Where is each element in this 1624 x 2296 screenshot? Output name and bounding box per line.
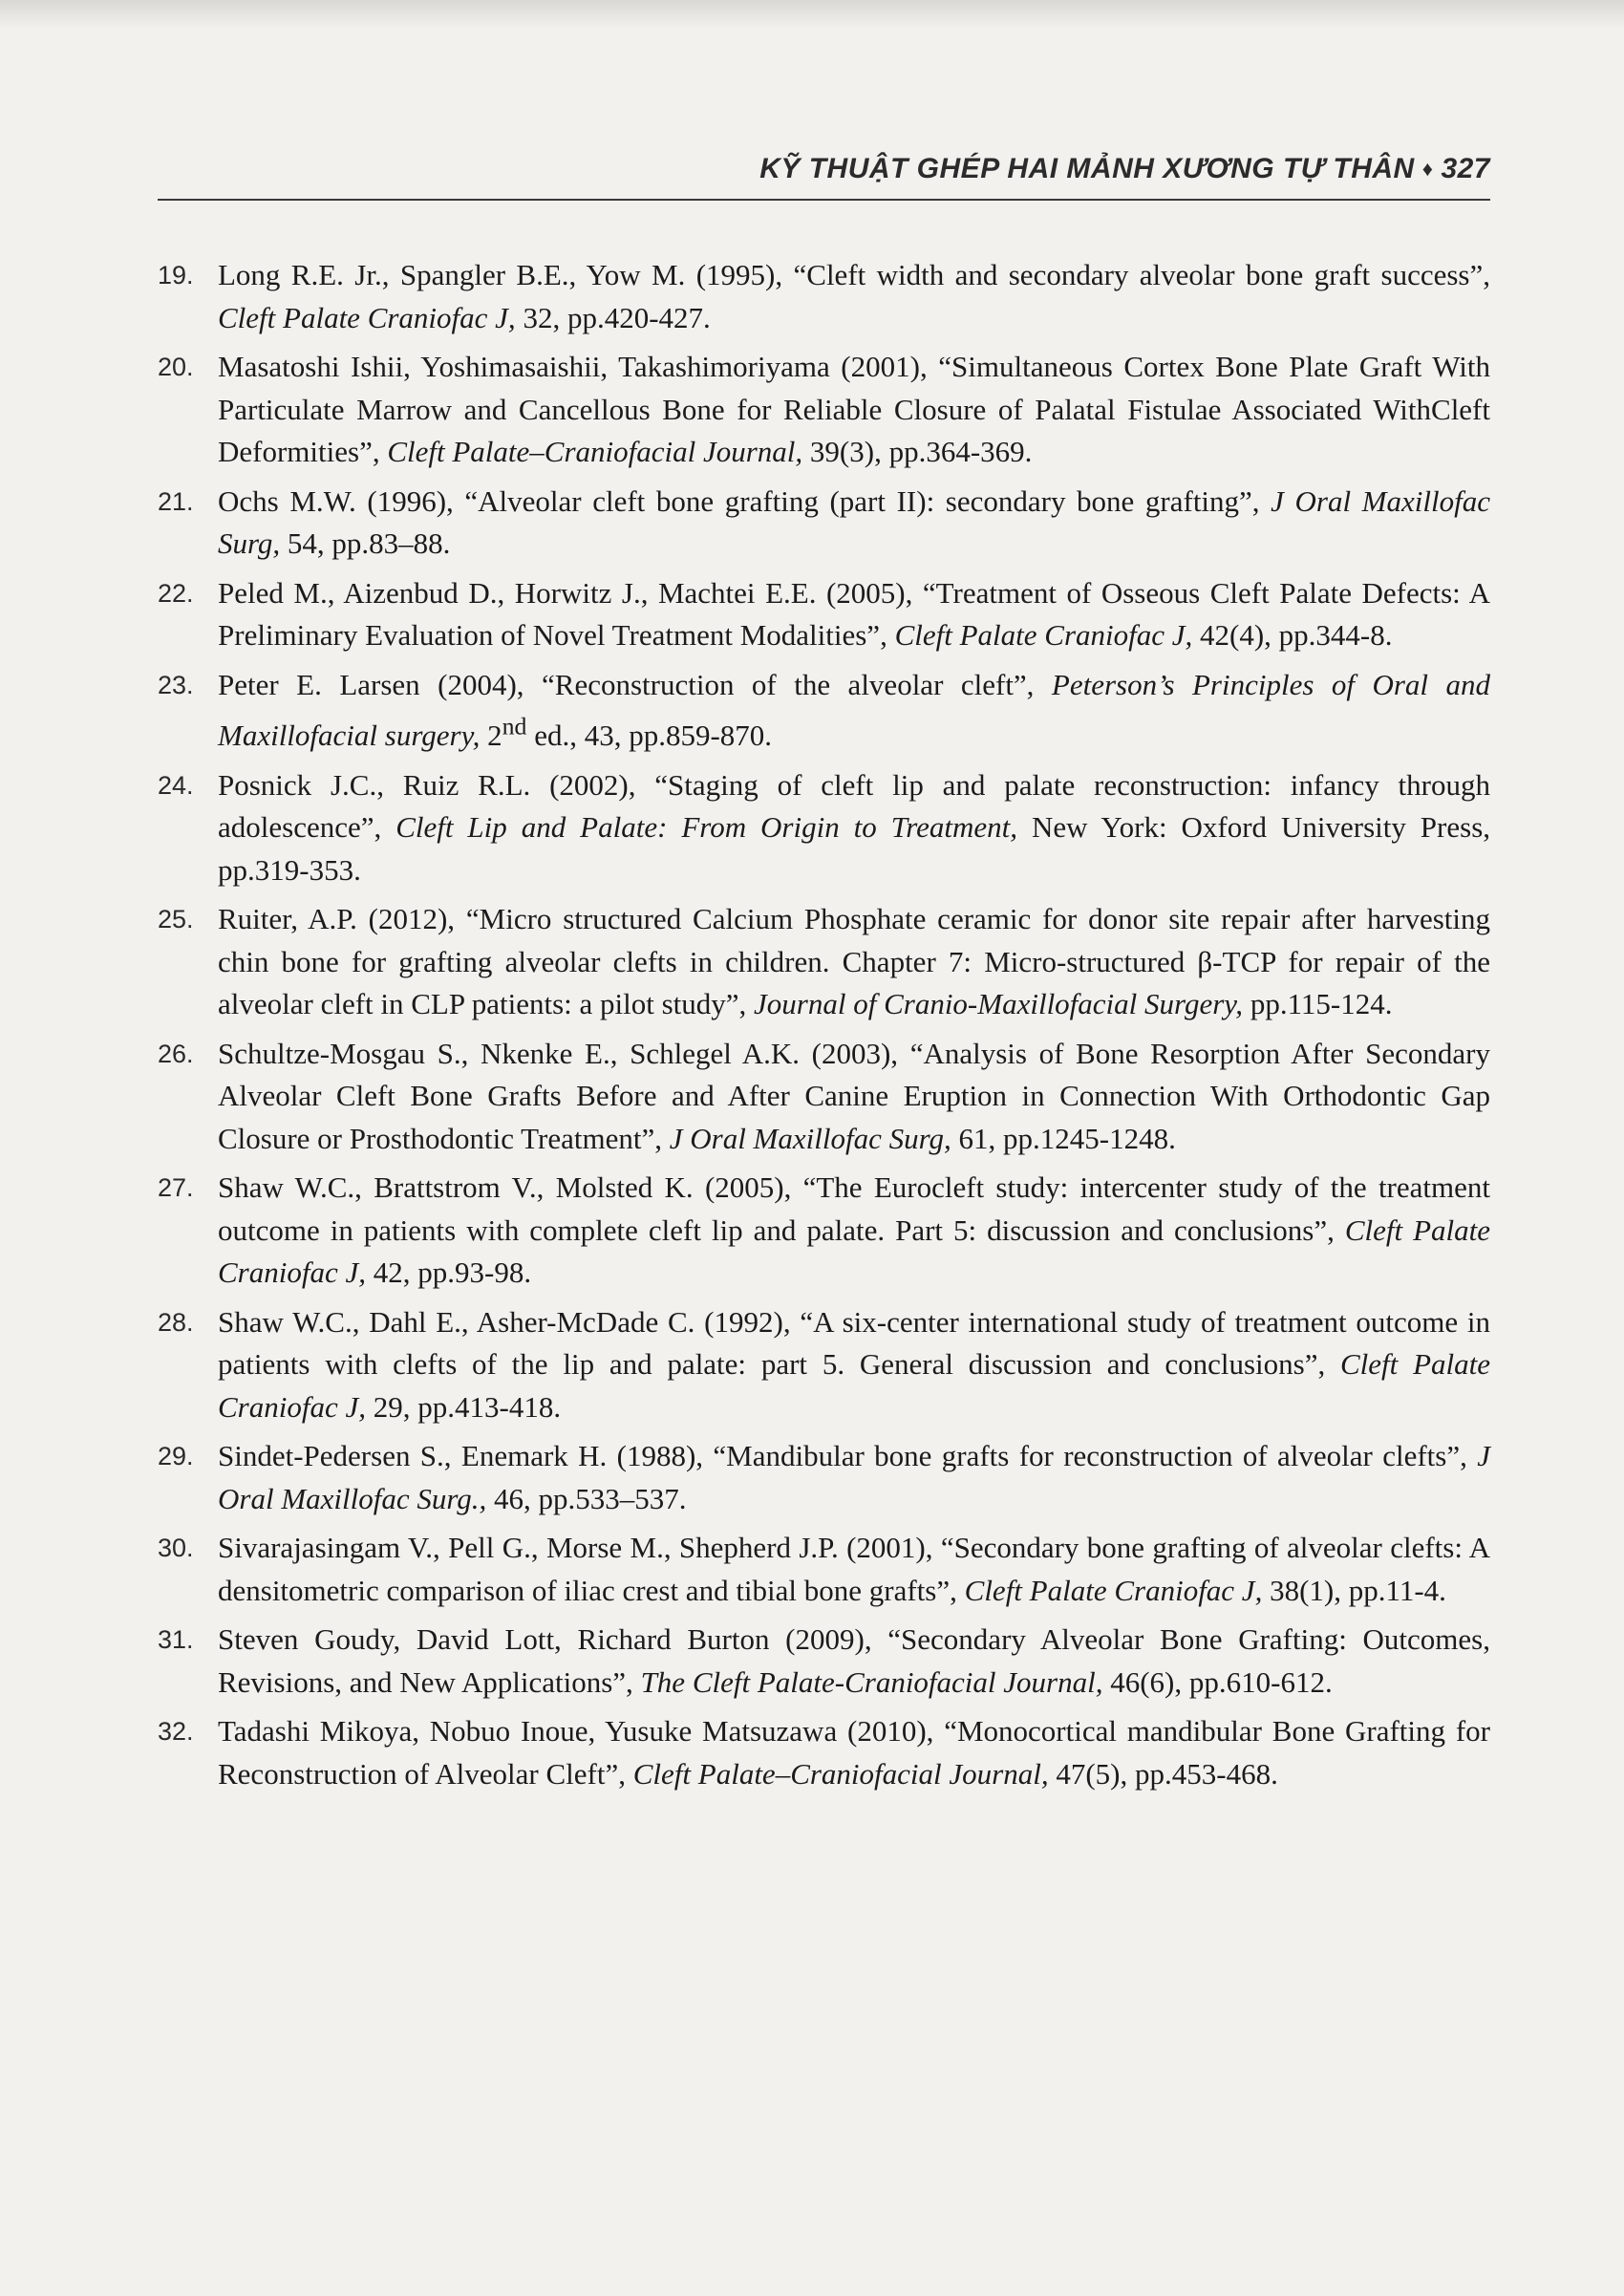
reference-journal: J Oral Maxillofac Surg., (218, 1439, 1490, 1515)
reference-text (218, 576, 1490, 653)
reference-number: 22. (158, 578, 194, 608)
reference-segment: 61, pp.1245-1248. (951, 1121, 1176, 1155)
reference-text (218, 350, 1490, 468)
reference-segment: Shaw W.C., Brattstrom V., Molsted K. (2005), “The Eurocleft study: intercenter study of the treatment outcome in patients with complete cleft lip and palate. Part 5: discussion and conclusions”, (218, 1170, 1490, 1247)
reference-journal: Peterson’s Principles of Oral and Maxillofacial surgery, (218, 667, 1490, 753)
reference-item (158, 481, 1490, 566)
reference-item (158, 1033, 1490, 1161)
reference-number: 27. (158, 1173, 194, 1203)
reference-journal: Cleft Palate Craniofac J, (894, 618, 1193, 652)
reference-item (158, 1527, 1490, 1612)
reference-number: 21. (158, 486, 194, 516)
reference-journal: Cleft Lip and Palate: From Origin to Treatment, (395, 810, 1018, 845)
reference-segment: Sindet-Pedersen S., Enemark H. (1988), “Mandibular bone grafts for reconstruction of alveolar clefts”, (218, 1439, 1478, 1473)
reference-item (158, 346, 1490, 474)
reference-journal: Journal of Cranio-Maxillofacial Surgery, (754, 987, 1244, 1021)
reference-superscript: nd (502, 713, 527, 740)
reference-text (218, 668, 1490, 753)
reference-item (158, 1301, 1490, 1429)
reference-journal: Cleft Palate Craniofac J, (218, 1347, 1490, 1424)
reference-item (158, 1167, 1490, 1295)
reference-text (218, 1622, 1490, 1699)
reference-segment: Sivarajasingam V., Pell G., Morse M., Shepherd J.P. (2001), “Secondary bone grafting of alveolar clefts: A densitometric comparison of iliac crest and tibial bone grafts”, (218, 1531, 1490, 1607)
reference-item (158, 1435, 1490, 1520)
reference-number: 26. (158, 1039, 194, 1068)
reference-item (158, 254, 1490, 339)
reference-number: 28. (158, 1307, 194, 1337)
reference-segment: New York: Oxford University Press, pp.319-353. (218, 810, 1491, 887)
reference-segment: 46(6), pp.610-612. (1102, 1664, 1333, 1699)
reference-text (218, 484, 1490, 561)
reference-number: 32. (158, 1717, 194, 1747)
reference-segment: 29, pp.413-418. (366, 1389, 562, 1424)
reference-journal: The Cleft Palate-Craniofacial Journal, (640, 1664, 1103, 1699)
page-number: 327 (1441, 153, 1490, 184)
reference-segment: ed., 43, pp.859-870. (526, 719, 773, 753)
reference-number: 29. (158, 1442, 194, 1471)
reference-segment: 42(4), pp.344-8. (1192, 618, 1393, 652)
reference-segment: 2 (480, 719, 502, 753)
reference-item (158, 764, 1490, 892)
reference-segment: Posnick J.C., Ruiz R.L. (2002), “Staging of cleft lip and palate reconstruction: infancy through adolescence”, (218, 767, 1490, 845)
reference-journal: Cleft Palate Craniofac J, (964, 1573, 1263, 1607)
reference-segment: 47(5), pp.453-468. (1048, 1756, 1278, 1791)
reference-text (218, 902, 1490, 1020)
reference-segment: Long R.E. Jr., Spangler B.E., Yow M. (1995), “Cleft width and secondary alveolar bone graft success”, (218, 258, 1490, 291)
reference-number: 24. (158, 770, 194, 800)
reference-segment: 46, pp.533–537. (486, 1481, 687, 1515)
reference-journal: J Oral Maxillofac Surg, (218, 483, 1490, 560)
reference-journal: Cleft Palate–Craniofacial Journal, (387, 435, 803, 468)
reference-journal: J Oral Maxillofac Surg, (669, 1121, 951, 1155)
reference-segment: Schultze-Mosgau S., Nkenke E., Schlegel A.K. (2003), “Analysis of Bone Resorption After Secondary Alveolar Cleft Bone Grafts Before and After Canine Eruption in Connection With Orthodontic Gap Closure or Prosthodontic Treatment”, (218, 1036, 1490, 1155)
reference-journal: Cleft Palate–Craniofacial Journal, (632, 1756, 1049, 1791)
reference-segment: Steven Goudy, David Lott, Richard Burton (2009), “Secondary Alveolar Bone Grafting: Outcomes, Revisions, and New Applications”, (218, 1622, 1490, 1699)
running-header (158, 143, 1490, 201)
reference-list (158, 254, 1490, 1802)
reference-segment: 54, pp.83–88. (280, 526, 451, 560)
reference-text (218, 1037, 1490, 1155)
header-title: KỸ THUẬT GHÉP HAI MẢNH XƯƠNG TỰ THÂN (759, 153, 1415, 184)
reference-number: 31. (158, 1625, 194, 1655)
reference-number: 23. (158, 670, 194, 699)
reference-number: 30. (158, 1534, 194, 1563)
reference-segment: 32, pp.420-427. (515, 300, 711, 334)
reference-segment: 42, pp.93-98. (366, 1255, 532, 1290)
reference-number: 19. (158, 261, 194, 290)
reference-segment: 39(3), pp.364-369. (802, 435, 1033, 468)
reference-item (158, 1619, 1490, 1704)
reference-text (218, 1170, 1490, 1289)
reference-segment: 38(1), pp.11-4. (1262, 1573, 1446, 1607)
header-text (759, 153, 1490, 185)
reference-segment: Ruiter, A.P. (2012), “Micro structured Calcium Phosphate ceramic for donor site repair after harvesting chin bone for grafting alveolar clefts in children. Chapter 7: Micro-structured β-TCP for repair of the alveolar cleft in CLP patients: a pilot study”, (218, 902, 1490, 1021)
scan-edge (0, 0, 1624, 29)
reference-segment: pp.115-124. (1243, 987, 1393, 1021)
reference-text (218, 1714, 1490, 1791)
reference-text (218, 1305, 1490, 1424)
header-separator: ♦ (1421, 157, 1434, 181)
reference-item (158, 664, 1490, 758)
reference-text (218, 1531, 1490, 1607)
reference-segment: Shaw W.C., Dahl E., Asher-McDade C. (1992), “A six-center international study of treatment outcome in patients with clefts of the lip and palate: part 5. General discussion and conclusions”, (218, 1304, 1490, 1382)
reference-number: 25. (158, 905, 194, 934)
reference-item (158, 572, 1490, 657)
reference-journal: Cleft Palate Craniofac J, (218, 300, 516, 334)
reference-number: 20. (158, 353, 194, 381)
reference-journal: Cleft Palate Craniofac J, (218, 1212, 1490, 1290)
reference-item (158, 898, 1490, 1026)
reference-text (218, 1439, 1490, 1515)
reference-segment: Peter E. Larsen (2004), “Reconstruction of the alveolar cleft”, (218, 667, 1052, 701)
reference-segment: Peled M., Aizenbud D., Horwitz J., Machtei E.E. (2005), “Treatment of Osseous Cleft Palate Defects: A Preliminary Evaluation of Novel Treatment Modalities”, (218, 575, 1490, 652)
reference-segment: Masatoshi Ishii, Yoshimasaishii, Takashimoriyama (2001), “Simultaneous Cortex Bone Plate Graft With Particulate Marrow and Cancellous Bone for Reliable Closure of Palatal Fistulae Associated WithCleft Deformities”, (218, 350, 1490, 468)
reference-segment: Tadashi Mikoya, Nobuo Inoue, Yusuke Matsuzawa (2010), “Monocortical mandibular Bone Grafting for Reconstruction of Alveolar Cleft”, (218, 1714, 1490, 1791)
reference-text (218, 258, 1490, 334)
reference-text (218, 768, 1490, 887)
reference-segment: Ochs M.W. (1996), “Alveolar cleft bone grafting (part II): secondary bone grafting”, (218, 483, 1271, 518)
reference-item (158, 1710, 1490, 1795)
